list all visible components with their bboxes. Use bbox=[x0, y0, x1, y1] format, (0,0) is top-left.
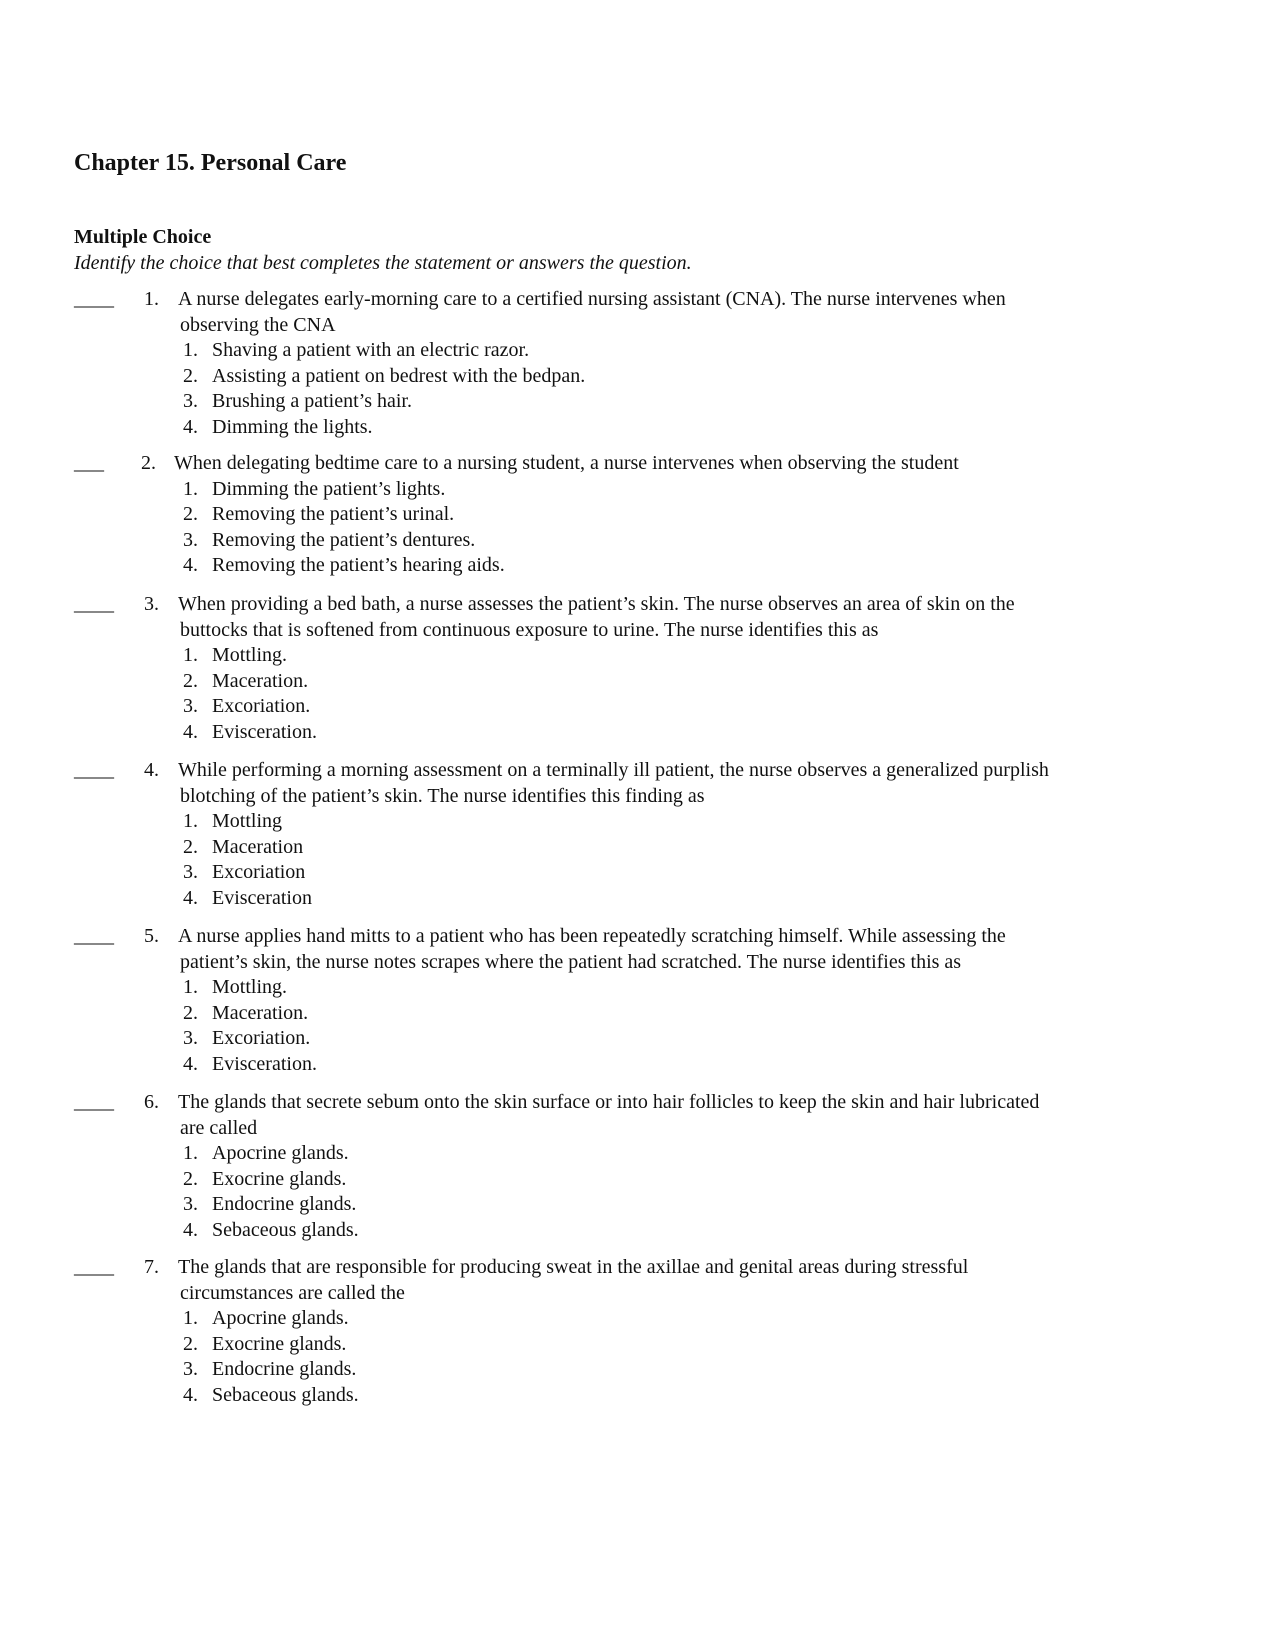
choice-option[interactable] bbox=[181, 694, 317, 720]
choice-option[interactable] bbox=[181, 1141, 359, 1167]
choice-text: Endocrine glands. bbox=[212, 1193, 357, 1215]
question-stem-line: When delegating bedtime care to a nursing student, a nurse intervenes when observing the student bbox=[174, 452, 959, 474]
choice-number: 1. bbox=[183, 644, 198, 666]
question-stem bbox=[178, 287, 1138, 338]
question-stem-line: When providing a bed bath, a nurse assesses the patient’s skin. The nurse observes an area of skin on the bbox=[178, 593, 1015, 615]
choice-text: Apocrine glands. bbox=[212, 1307, 349, 1329]
choice-number: 2. bbox=[183, 1167, 198, 1190]
choice-list bbox=[181, 975, 317, 1077]
question-stem-line: observing the CNA bbox=[180, 313, 336, 336]
choice-text: Evisceration bbox=[212, 886, 312, 909]
choice-text: Exocrine glands. bbox=[212, 1167, 347, 1190]
choice-option[interactable] bbox=[181, 1026, 317, 1052]
choice-option[interactable] bbox=[181, 835, 312, 861]
section-heading: Multiple Choice bbox=[74, 226, 212, 248]
choice-text: Maceration. bbox=[212, 1001, 309, 1024]
choice-text: Excoriation. bbox=[212, 1027, 311, 1049]
choice-number: 4. bbox=[183, 886, 198, 909]
question-stem-line: A nurse applies hand mitts to a patient who has been repeatedly scratching himself. While assessing the bbox=[178, 925, 1006, 947]
choice-number: 1. bbox=[183, 976, 198, 998]
choice-number: 2. bbox=[183, 669, 198, 692]
choice-option[interactable] bbox=[181, 1167, 359, 1193]
choice-text: Sebaceous glands. bbox=[212, 1383, 359, 1406]
question-number: 1. bbox=[144, 288, 159, 310]
answer-blank[interactable]: ___ bbox=[74, 452, 104, 474]
choice-option[interactable] bbox=[181, 720, 317, 746]
choice-option[interactable] bbox=[181, 643, 317, 669]
choice-text: Mottling. bbox=[212, 644, 288, 666]
choice-text: Brushing a patient’s hair. bbox=[212, 390, 412, 412]
choice-option[interactable] bbox=[181, 1306, 359, 1332]
choice-number: 1. bbox=[183, 1307, 198, 1329]
choice-text: Assisting a patient on bedrest with the bedpan. bbox=[212, 364, 586, 387]
choice-number: 4. bbox=[183, 554, 198, 576]
question-stem-line: circumstances are called the bbox=[180, 1281, 405, 1304]
choice-option[interactable] bbox=[181, 553, 505, 579]
choice-number: 1. bbox=[183, 1142, 198, 1164]
choice-number: 1. bbox=[183, 477, 198, 500]
question-stem-line: The glands that are responsible for producing sweat in the axillae and genital areas during stressful bbox=[178, 1256, 969, 1278]
choice-number: 3. bbox=[183, 695, 198, 717]
choice-text: Maceration. bbox=[212, 669, 309, 692]
choice-number: 4. bbox=[183, 1052, 198, 1075]
choice-text: Shaving a patient with an electric razor. bbox=[212, 339, 530, 361]
choice-number: 4. bbox=[183, 415, 198, 438]
question-number: 5. bbox=[144, 925, 159, 947]
choice-list bbox=[181, 338, 585, 440]
choice-text: Exocrine glands. bbox=[212, 1332, 347, 1355]
choice-text: Mottling bbox=[212, 810, 283, 832]
choice-option[interactable] bbox=[181, 528, 505, 554]
chapter-title: Chapter 15. Personal Care bbox=[74, 150, 347, 176]
choice-list bbox=[181, 643, 317, 745]
choice-option[interactable] bbox=[181, 338, 585, 364]
choice-number: 3. bbox=[183, 528, 198, 551]
choice-option[interactable] bbox=[181, 415, 585, 441]
question-number: 4. bbox=[144, 759, 159, 781]
choice-number: 4. bbox=[183, 1218, 198, 1241]
question-stem-line: While performing a morning assessment on a terminally ill patient, the nurse observes a generalized purplish bbox=[178, 759, 1049, 781]
choice-number: 3. bbox=[183, 861, 198, 883]
question-stem-line: The glands that secrete sebum onto the skin surface or into hair follicles to keep the skin and hair lubricated bbox=[178, 1091, 1040, 1113]
choice-text: Evisceration. bbox=[212, 720, 317, 743]
choice-number: 2. bbox=[183, 835, 198, 858]
choice-text: Apocrine glands. bbox=[212, 1142, 349, 1164]
choice-option[interactable] bbox=[181, 1218, 359, 1244]
choice-number: 1. bbox=[183, 339, 198, 361]
choice-option[interactable] bbox=[181, 1052, 317, 1078]
question-number: 7. bbox=[144, 1256, 159, 1278]
choice-option[interactable] bbox=[181, 1192, 359, 1218]
choice-number: 1. bbox=[183, 810, 198, 832]
question-stem-line: A nurse delegates early-morning care to a certified nursing assistant (CNA). The nurse intervenes when bbox=[178, 288, 1006, 310]
choice-text: Mottling. bbox=[212, 976, 288, 998]
answer-blank[interactable]: ____ bbox=[74, 1256, 114, 1278]
choice-text: Dimming the lights. bbox=[212, 415, 373, 438]
question-stem bbox=[178, 924, 1138, 975]
choice-text: Maceration bbox=[212, 835, 304, 858]
question-stem bbox=[178, 758, 1138, 809]
choice-number: 3. bbox=[183, 1027, 198, 1049]
choice-option[interactable] bbox=[181, 669, 317, 695]
choice-option[interactable] bbox=[181, 860, 312, 886]
question-stem bbox=[178, 592, 1138, 643]
question-stem-line: buttocks that is softened from continuous exposure to urine. The nurse identifies this as bbox=[180, 618, 879, 641]
choice-list bbox=[181, 477, 505, 579]
choice-option[interactable] bbox=[181, 1001, 317, 1027]
choice-number: 4. bbox=[183, 720, 198, 743]
answer-blank[interactable]: ____ bbox=[74, 925, 114, 947]
choice-text: Sebaceous glands. bbox=[212, 1218, 359, 1241]
choice-number: 2. bbox=[183, 1332, 198, 1355]
answer-blank[interactable]: ____ bbox=[74, 759, 114, 781]
choice-number: 2. bbox=[183, 1001, 198, 1024]
choice-list bbox=[181, 809, 312, 911]
question-stem-line: patient’s skin, the nurse notes scrapes where the patient had scratched. The nurse identifies this as bbox=[180, 950, 962, 973]
choice-option[interactable] bbox=[181, 809, 312, 835]
choice-text: Excoriation. bbox=[212, 695, 311, 717]
instructions: Identify the choice that best completes the statement or answers the question. bbox=[74, 252, 692, 274]
choice-list bbox=[181, 1141, 359, 1243]
choice-option[interactable] bbox=[181, 477, 505, 503]
choice-option[interactable] bbox=[181, 1383, 359, 1409]
answer-blank[interactable]: ____ bbox=[74, 288, 114, 310]
choice-option[interactable] bbox=[181, 389, 585, 415]
choice-option[interactable] bbox=[181, 1332, 359, 1358]
choice-text: Removing the patient’s hearing aids. bbox=[212, 554, 505, 576]
choice-option[interactable] bbox=[181, 364, 585, 390]
question-stem bbox=[174, 451, 1134, 477]
choice-text: Removing the patient’s dentures. bbox=[212, 528, 476, 551]
question-number: 3. bbox=[144, 593, 159, 615]
choice-text: Removing the patient’s urinal. bbox=[212, 503, 455, 525]
question-stem bbox=[178, 1255, 1138, 1306]
choice-option[interactable] bbox=[181, 975, 317, 1001]
question-number: 2. bbox=[141, 452, 156, 474]
choice-option[interactable] bbox=[181, 502, 505, 528]
choice-text: Evisceration. bbox=[212, 1052, 317, 1075]
choice-text: Excoriation bbox=[212, 861, 306, 883]
choice-number: 3. bbox=[183, 1358, 198, 1380]
choice-option[interactable] bbox=[181, 886, 312, 912]
choice-option[interactable] bbox=[181, 1357, 359, 1383]
choice-number: 4. bbox=[183, 1383, 198, 1406]
answer-blank[interactable]: ____ bbox=[74, 1091, 114, 1113]
choice-number: 3. bbox=[183, 390, 198, 412]
choice-number: 3. bbox=[183, 1193, 198, 1215]
choice-text: Dimming the patient’s lights. bbox=[212, 477, 446, 500]
choice-list bbox=[181, 1306, 359, 1408]
question-stem-line: blotching of the patient’s skin. The nurse identifies this finding as bbox=[180, 784, 705, 807]
choice-number: 2. bbox=[183, 364, 198, 387]
choice-text: Endocrine glands. bbox=[212, 1358, 357, 1380]
question-stem bbox=[178, 1090, 1138, 1141]
question-stem-line: are called bbox=[180, 1116, 258, 1139]
choice-number: 2. bbox=[183, 503, 198, 525]
answer-blank[interactable]: ____ bbox=[74, 593, 114, 615]
question-number: 6. bbox=[144, 1091, 159, 1113]
